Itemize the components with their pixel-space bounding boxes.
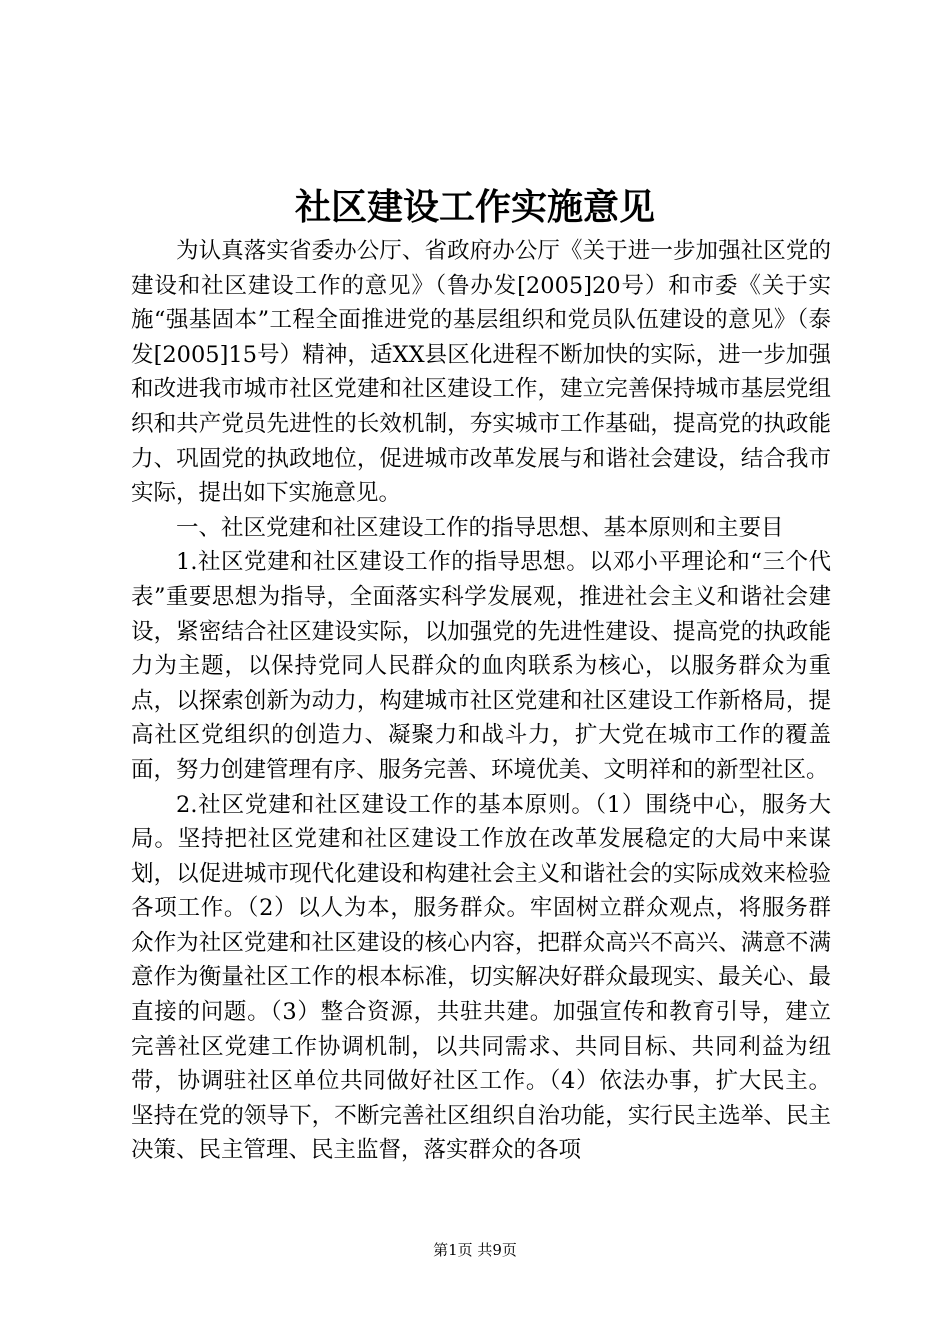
paragraph: 1.社区党建和社区建设工作的指导思想。以邓小平理论和“三个代表”重要思想为指导，全面落实科学发展观，推进社会主义和谐社会建设，紧密结合社区建设实际，以加强党的先进性建设、提高党的执政能力为主题，以保持党同人民群众的血肉联系为核心，以服务群众为重点，以探索创新为动力，构建城市社区党建和社区建设工作新格局，提高社区党组织的创造力、凝聚力和战斗力，扩大党在城市工作的覆盖面，努力创建管理有序、服务完善、环境优美、文明祥和的新型社区。 [131, 549, 831, 783]
document-body [131, 234, 831, 1168]
paragraph: 为认真落实省委办公厅、省政府办公厅《关于进一步加强社区党的建设和社区建设工作的意见》（鲁办发[2005]20号）和市委《关于实施“强基固本”工程全面推进党的基层组织和党员队伍建设的意见》（泰发[2005]15号）精神，适XX县区化进程不断加快的实际，进一步加强和改进我市城市社区党建和社区建设工作，建立完善保持城市基层党组织和共产党员先进性的长效机制，夯实城市工作基础，提高党的执政能力、巩固党的执政地位，促进城市改革发展与和谐社会建设，结合我市实际，提出如下实施意见。 [131, 238, 831, 507]
page-footer: 第1页 共9页 [433, 1241, 517, 1259]
section-heading: 一、社区党建和社区建设工作的指导思想、基本原则和主要目 [176, 514, 784, 541]
paragraph: 2.社区党建和社区建设工作的基本原则。（1）围绕中心，服务大局。坚持把社区党建和社区建设工作放在改革发展稳定的大局中来谋划，以促进城市现代化建设和构建社会主义和谐社会的实际成效来检验各项工作。（2）以人为本，服务群众。牢固树立群众观点，将服务群众作为社区党建和社区建设的核心内容，把群众高兴不高兴、满意不满意作为衡量社区工作的根本标准，切实解决好群众最现实、最关心、最直接的问题。（3）整合资源，共驻共建。加强宣传和教育引导，建立完善社区党建工作协调机制，以共同需求、共同目标、共同利益为纽带，协调驻社区单位共同做好社区工作。（4）依法办事，扩大民主。坚持在党的领导下，不断完善社区组织自治功能，实行民主选举、民主决策、民主管理、民主监督，落实群众的各项 [131, 791, 831, 1164]
document-title: 社区建设工作实施意见 [294, 186, 655, 228]
